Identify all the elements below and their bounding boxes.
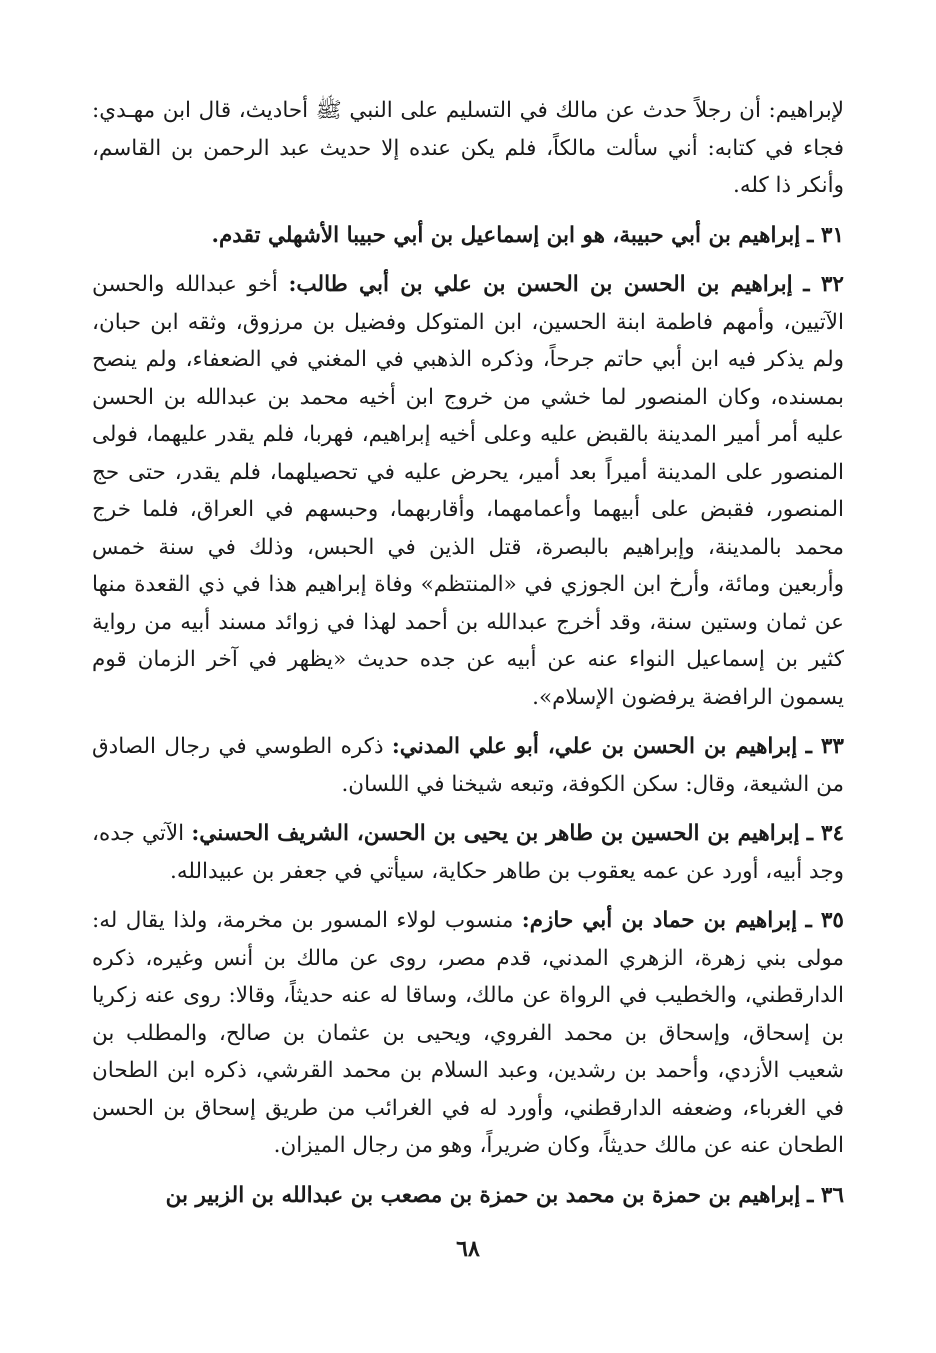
entry-number: ٣٥ ـ [805,908,844,933]
entry-31 [92,217,844,255]
entry-35 [92,902,844,1165]
entry-text: الآتي جده، وجد أبيه، أورد عن عمه يعقوب بن طاهر حكاية، سيأتي في جعفر بن عبيدالله. [92,821,844,884]
entry-heading: إبراهيم بن حمزة بن محمد بن حمزة بن مصعب بن عبدالله بن الزبير بن [165,1182,801,1208]
entry-text: منسوب لولاء المسور بن مخرمة، ولذا يقال له: مولى بني زهرة، الزهري المدني، قدم مصر، روى عن مالك بن أنس وغيره، ذكره الدارقطني، والخطيب في الرواة عن مالك، وساقا له عنه حديثاً، وقالا: روى عنه زكريا بن إسحاق، وإسحاق بن محمد الفروي، ويحيى بن عثمان بن صالح، والمطلب بن شعيب الأزدي، وأحمد بن رشدين، وعبد السلام بن محمد القرشي، ذكره ابن الطحان في الغرباء، وضعفه الدارقطني، وأورد له في الغرائب من طريق إسحاق بن الحسن الطحان عنه عن مالك حديثاً، وكان ضريراً، وهو من رجال الميزان. [92,908,844,1158]
entry-text: أخو عبدالله والحسن الآتيين، وأمهم فاطمة ابنة الحسين، ابن المتوكل وفضيل بن مرزوق، وثقه ابن حبان، ولم يذكر فيه ابن أبي حاتم جرحاً، وذكره الذهبي في المغني في الضعفاء، ولم ينصح بمسنده، وكان المنصور لما خشي من خروج ابن أخيه محمد بن عبدالله بن الحسن عليه أمر أمير المدينة بالقبض عليه وعلى أخيه إبراهيم، فهربا، فلم يقدر عليهما، فولى المنصور على المدينة أميراً بعد أمير، يحرض عليه في تحصيلهما، فلم يقدر، حتى حج المنصور، فقبض على أبيهما وأعمامهما، وأقاربهما، وحبسهم في العراق، فلما خرج محمد بالمدينة، وإبراهيم بالبصرة، قتل الذين في الحبس، وذلك في سنة خمس وأربعين ومائة، وأرخ ابن الجوزي في «المنتظم» وفاة إبراهيم هذا في ذي القعدة منها عن ثمان وستين سنة، وقد أخرج عبدالله بن أحمد لهذا في زوائد مسند أبيه من رواية كثير بن إسماعيل النواء عنه عن أبيه عن جده حديث «يظهر في آخر الزمان قوم يسمون الرافضة يرفضون الإسلام». [92,272,844,710]
entry-number: ٣٤ ـ [806,821,844,846]
entry-34 [92,815,844,890]
entry-heading: إبراهيم بن أبي حبيبة، هو ابن إسماعيل بن أبي حبيبا الأشهلي تقدم. [211,222,801,248]
entry-text: ذكره الطوسي في رجال الصادق من الشيعة، وقال: سكن الكوفة، وتبعه شيخنا في اللسان. [92,734,844,797]
entry-heading: إبراهيم بن الحسين بن طاهر بن يحيى بن الحسن، الشريف الحسني: [191,821,800,846]
entry-number: ٣٢ ـ [803,272,844,297]
intro-text: لإبراهيم: أن رجلاً حدث عن مالك في التسليم على النبي ﷺ أحاديث، قال ابن مهـدي: فجاء في كتابه: أني سألت مالكاً، فلم يكن عنده إلا حديث عبد الرحمن بن القاسم، وأنكر ذا كله. [92,98,844,198]
entry-heading: إبراهيم بن الحسن بن علي، أبو علي المدني: [391,734,798,759]
entry-33 [92,728,844,803]
document-page [92,92,844,1214]
entry-number: ٣١ ـ [807,222,844,248]
entry-36 [92,1177,844,1215]
entry-heading: إبراهيم بن الحسن بن الحسن بن علي بن أبي طالب: [288,272,793,297]
entry-number: ٣٦ ـ [807,1182,844,1208]
page-number: ٦٨ [456,1236,480,1262]
entry-heading: إبراهيم بن حماد بن أبي حازم: [521,908,798,933]
entry-32 [92,266,844,716]
entry-number: ٣٣ ـ [805,734,844,759]
intro-paragraph [92,92,844,205]
